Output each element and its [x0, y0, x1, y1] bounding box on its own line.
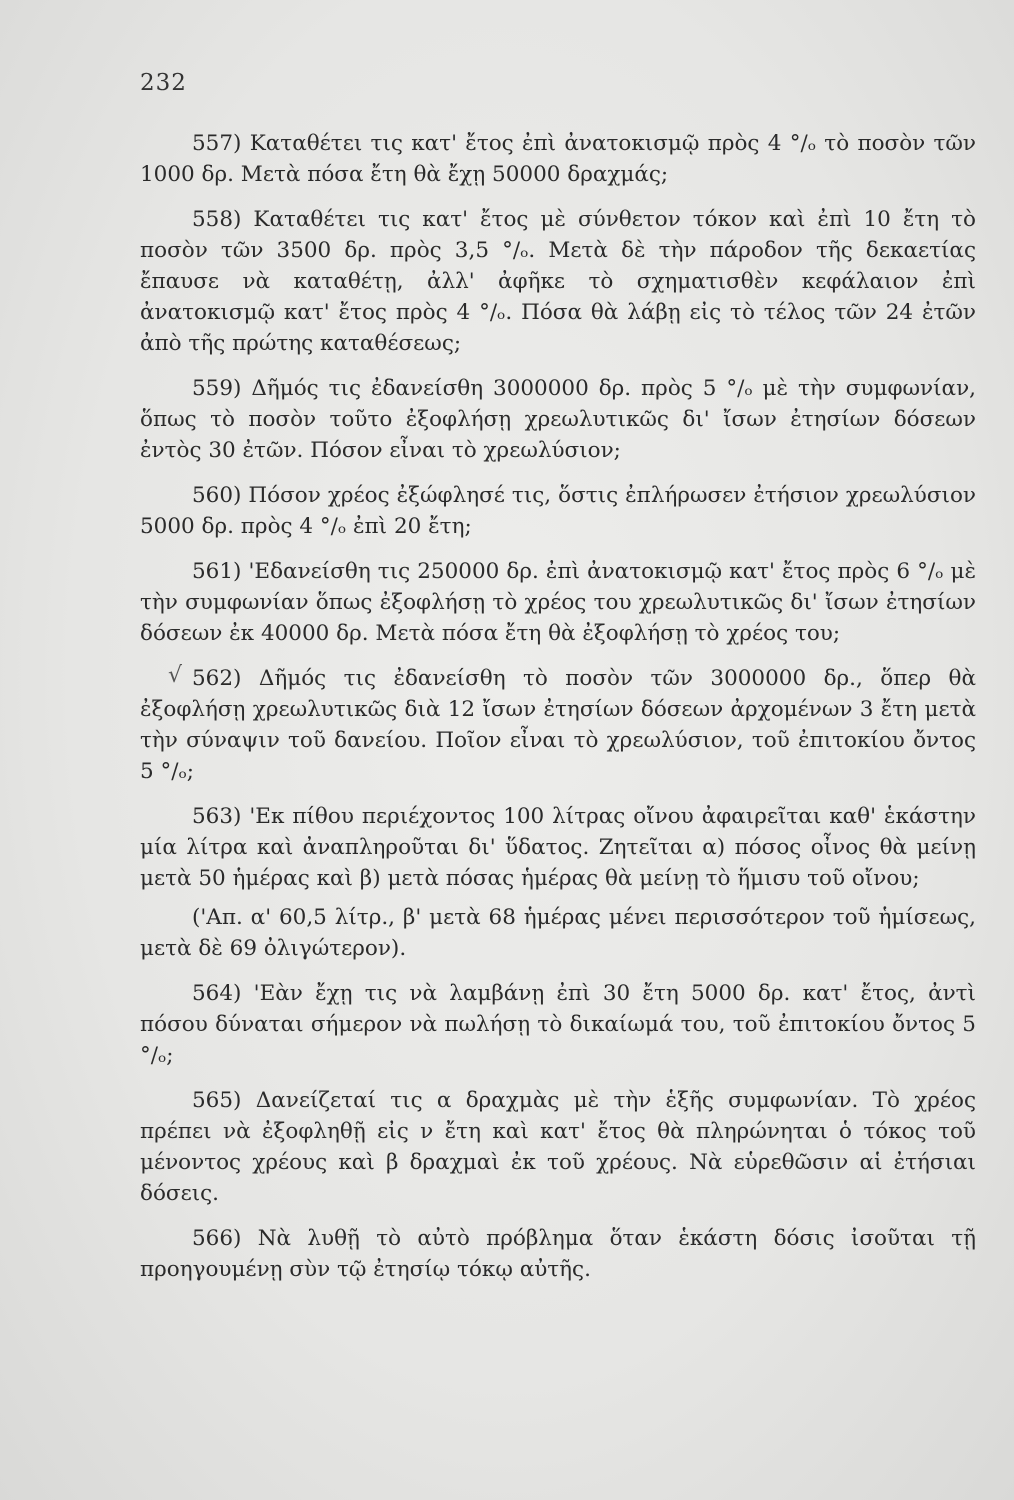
- problem-560: 560) Πόσον χρέος ἐξώφλησέ τις, ὅστις ἐπλήρωσεν ἐτήσιον χρεωλύσιον 5000 δρ. πρὸς 4 °/ₒ ἐπὶ 20 ἔτη;: [140, 483, 976, 539]
- problem-561: 561) 'Εδανείσθη τις 250000 δρ. ἐπὶ ἀνατοκισμῷ κατ' ἔτος πρὸς 6 °/ₒ μὲ τὴν συμφωνίαν ὅπως ἐξοφλήσῃ τὸ χρέος του χρεωλυτικῶς δι' ἴσων ἐτησίων δόσεων ἐκ 40000 δρ. Μετὰ πόσα ἔτη θὰ ἐξοφλήσῃ τὸ χρέος του;: [140, 559, 976, 646]
- check-mark-icon: √: [168, 663, 183, 688]
- problem-565: 565) Δανείζεταί τις α δραχμὰς μὲ τὴν ἑξῆς συμφωνίαν. Τὸ χρέος πρέπει νὰ ἐξοφληθῇ εἰς ν ἔτη καὶ κατ' ἔτος θὰ πληρώνηται ὁ τόκος τοῦ μένοντος χρέους καὶ β δραχμαὶ ἐκ τοῦ χρέους. Νὰ εὑρεθῶσιν αἱ ἐτήσιαι δόσεις.: [140, 1088, 976, 1206]
- page-content: [140, 128, 976, 1299]
- problem-558: 558) Καταθέτει τις κατ' ἔτος μὲ σύνθετον τόκον καὶ ἐπὶ 10 ἔτη τὸ ποσὸν τῶν 3500 δρ. πρὸς 3,5 °/ₒ. Μετὰ δὲ τὴν πάροδον τῆς δεκαετίας ἔπαυσε νὰ καταθέτῃ, ἀλλ' ἀφῆκε τὸ σχηματισθὲν κεφάλαιον ἐπὶ ἀνατοκισμῷ κατ' ἔτος πρὸς 4 °/ₒ. Πόσα θὰ λάβῃ εἰς τὸ τέλος τῶν 24 ἐτῶν ἀπὸ τῆς πρώτης καταθέσεως;: [140, 207, 976, 356]
- page-number: 232: [140, 70, 187, 96]
- problem-557: 557) Καταθέτει τις κατ' ἔτος ἐπὶ ἀνατοκισμῷ πρὸς 4 °/ₒ τὸ ποσὸν τῶν 1000 δρ. Μετὰ πόσα ἔτη θὰ ἔχῃ 50000 δραχμάς;: [140, 131, 976, 187]
- problem-566: 566) Νὰ λυθῇ τὸ αὐτὸ πρόβλημα ὅταν ἑκάστη δόσις ἰσοῦται τῇ προηγουμένῃ σὺν τῷ ἐτησίῳ τόκῳ αὐτῆς.: [140, 1226, 976, 1282]
- problem-562: 562) Δῆμός τις ἐδανείσθη τὸ ποσὸν τῶν 3000000 δρ., ὅπερ θὰ ἐξοφλήσῃ χρεωλυτικῶς διὰ 12 ἴσων ἐτησίων δόσεων ἀρχομένων 3 ἔτη μετὰ τὴν σύναψιν τοῦ δανείου. Ποῖον εἶναι τὸ χρεωλύσιον, τοῦ ἐπιτοκίου ὄντος 5 °/ₒ;: [140, 666, 976, 784]
- problem-563: 563) 'Εκ πίθου περιέχοντος 100 λίτρας οἴνου ἀφαιρεῖται καθ' ἑκάστην μία λίτρα καὶ ἀναπληροῦται δι' ὕδατος. Ζητεῖται α) πόσος οἶνος θὰ μείνῃ μετὰ 50 ἡμέρας καὶ β) μετὰ πόσας ἡμέρας θὰ μείνῃ τὸ ἥμισυ τοῦ οἴνου;: [140, 804, 976, 891]
- answer-563: ('Απ. α' 60,5 λίτρ., β' μετὰ 68 ἡμέρας μένει περισσότερον τοῦ ἡμίσεως, μετὰ δὲ 69 ὀλιγώτερον).: [140, 905, 976, 961]
- problem-564: 564) 'Εὰν ἔχῃ τις νὰ λαμβάνῃ ἐπὶ 30 ἔτη 5000 δρ. κατ' ἔτος, ἀντὶ πόσου δύναται σήμερον νὰ πωλήσῃ τὸ δικαίωμά του, τοῦ ἐπιτοκίου ὄντος 5 °/ₒ;: [140, 981, 976, 1068]
- problem-559: 559) Δῆμός τις ἐδανείσθη 3000000 δρ. πρὸς 5 °/ₒ μὲ τὴν συμφωνίαν, ὅπως τὸ ποσὸν τοῦτο ἐξοφλήσῃ χρεωλυτικῶς δι' ἴσων ἐτησίων δόσεων ἐντὸς 30 ἐτῶν. Πόσον εἶναι τὸ χρεωλύσιον;: [140, 376, 976, 463]
- problem-562-wrapper: [140, 663, 976, 787]
